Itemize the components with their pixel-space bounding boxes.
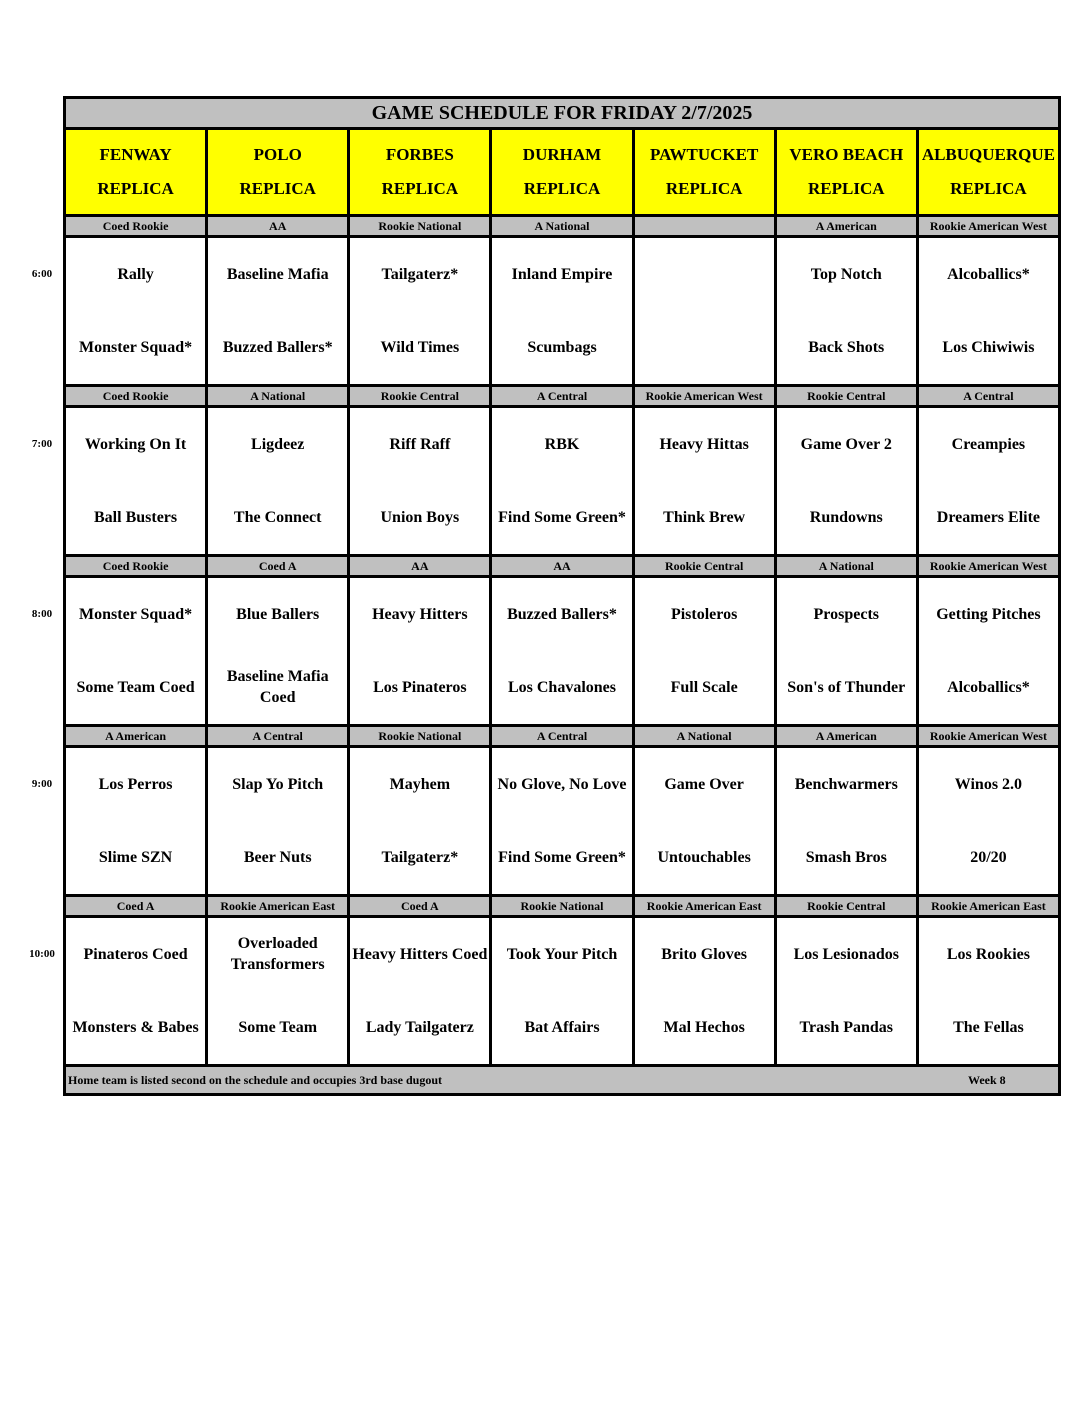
away-team: Monster Squad* [79, 605, 193, 623]
field-header [208, 130, 350, 214]
division-label: A Central [208, 727, 350, 745]
division-label [635, 217, 777, 235]
division-label: AA [350, 557, 492, 575]
game-cell [492, 408, 634, 554]
home-team: Union Boys [380, 508, 460, 526]
game-cell [492, 748, 634, 894]
home-team: Slime SZN [98, 848, 173, 866]
field-type: REPLICA [523, 179, 601, 198]
game-cell [635, 238, 777, 384]
division-label: A Central [492, 727, 634, 745]
away-team: Prospects [813, 605, 879, 623]
division-label: Rookie National [350, 217, 492, 235]
week-label: Week 8 [968, 1073, 1006, 1087]
game-row [66, 408, 1058, 557]
footer-band [66, 1067, 1058, 1093]
away-team: Heavy Hittas [659, 435, 749, 453]
away-team: Top Notch [810, 265, 882, 283]
division-label: A National [635, 727, 777, 745]
game-row [66, 238, 1058, 387]
away-team: Baseline Mafia [226, 265, 329, 283]
game-row [66, 578, 1058, 727]
division-label: Coed A [350, 897, 492, 915]
game-cell [350, 408, 492, 554]
time-label: 10:00 [29, 948, 55, 960]
home-team: Trash Pandas [799, 1018, 894, 1036]
home-team [637, 325, 772, 369]
game-cell [350, 578, 492, 724]
field-header [492, 130, 634, 214]
division-label: A Central [492, 387, 634, 405]
home-team: Untouchables [657, 848, 751, 866]
away-team: Overloaded Transformers [230, 935, 325, 973]
division-label: Rookie Central [350, 387, 492, 405]
game-cell [777, 578, 919, 724]
footer-note: Home team is listed second on the schedule and occupies 3rd base dugout [68, 1073, 443, 1087]
division-label: A National [777, 557, 919, 575]
division-label: Rookie American East [635, 897, 777, 915]
division-row [66, 897, 1058, 918]
field-header [350, 130, 492, 214]
game-cell [777, 918, 919, 1064]
field-header [635, 130, 777, 214]
away-team: Took Your Pitch [506, 945, 618, 963]
game-cell [66, 748, 208, 894]
home-team: Dreamers Elite [936, 508, 1041, 526]
field-header [66, 130, 208, 214]
division-label: Coed A [208, 557, 350, 575]
game-cell [777, 408, 919, 554]
home-team: Monsters & Babes [72, 1018, 199, 1036]
division-label: Rookie American East [931, 899, 1046, 913]
game-cell [635, 408, 777, 554]
game-cell [777, 238, 919, 384]
division-label: Rookie American East [208, 897, 350, 915]
division-label: Rookie American West [635, 387, 777, 405]
away-team: Riff Raff [389, 435, 451, 453]
field-header [777, 130, 919, 214]
game-cell [350, 748, 492, 894]
division-label: A National [492, 217, 634, 235]
game-cell [919, 238, 1058, 384]
home-team: The Connect [233, 508, 322, 526]
game-cell [66, 238, 208, 384]
field-name: PAWTUCKET [649, 145, 759, 164]
home-team: Beer Nuts [243, 848, 312, 866]
home-team: Find Some Green* [498, 848, 626, 866]
home-team: Bat Affairs [524, 1018, 600, 1036]
game-cell [208, 578, 350, 724]
division-row [66, 727, 1058, 748]
away-team [637, 252, 772, 296]
division-label: Rookie American West [929, 219, 1047, 233]
division-label: AA [492, 557, 634, 575]
division-label: Rookie American West [929, 729, 1047, 743]
division-label: Coed A [66, 897, 208, 915]
division-label: Rookie National [350, 727, 492, 745]
game-cell [919, 408, 1058, 554]
away-team: Heavy Hitters [372, 605, 468, 623]
game-cell [208, 918, 350, 1064]
time-label: 6:00 [31, 268, 53, 280]
away-team: RBK [544, 435, 580, 453]
home-team: Wild Times [380, 338, 460, 356]
home-team: The Fellas [953, 1018, 1024, 1036]
home-team: Smash Bros [805, 848, 887, 866]
home-team: Rundowns [809, 508, 883, 526]
home-team: 20/20 [970, 848, 1007, 866]
away-team: Pinateros Coed [83, 945, 188, 963]
away-team: Rally [117, 265, 154, 283]
away-team: Buzzed Ballers* [507, 605, 617, 623]
away-team: Los Lesionados [793, 945, 899, 963]
away-team: Game Over 2 [800, 435, 892, 453]
away-team: Alcoballics* [947, 265, 1030, 283]
away-team: Pistoleros [670, 605, 738, 623]
away-team: Benchwarmers [794, 775, 898, 793]
division-label: Rookie American West [929, 559, 1047, 573]
division-label: Coed Rookie [66, 387, 208, 405]
field-type: REPLICA [97, 179, 174, 198]
field-type: REPLICA [665, 179, 743, 198]
field-header-row [66, 130, 1058, 217]
away-team: Ligdeez [251, 435, 305, 453]
game-cell [635, 748, 777, 894]
division-label: Coed Rookie [66, 557, 208, 575]
field-type: REPLICA [381, 179, 459, 198]
away-team: Tailgaterz* [381, 265, 459, 283]
division-label: A American [777, 727, 919, 745]
away-team: Working On It [84, 435, 187, 453]
home-team: Los Chavalones [507, 678, 616, 696]
field-type: REPLICA [950, 179, 1027, 198]
division-label: Rookie Central [777, 387, 919, 405]
home-team: Find Some Green* [498, 508, 626, 526]
field-name: POLO [253, 145, 302, 164]
field-name: FORBES [385, 145, 454, 164]
away-team: Blue Ballers [236, 605, 320, 623]
field-name: VERO BEACH [789, 145, 904, 164]
away-team: No Glove, No Love [497, 775, 627, 793]
field-header [919, 130, 1058, 214]
away-team: Inland Empire [511, 265, 613, 283]
game-row [66, 918, 1058, 1067]
away-team: Game Over [664, 775, 744, 793]
game-cell [208, 238, 350, 384]
game-cell [635, 918, 777, 1064]
time-label: 7:00 [31, 438, 53, 450]
division-label: Rookie National [492, 897, 634, 915]
game-cell [919, 748, 1058, 894]
game-cell [66, 408, 208, 554]
game-cell [919, 578, 1058, 724]
field-name: DURHAM [522, 145, 602, 164]
game-cell [350, 918, 492, 1064]
time-label: 8:00 [31, 608, 53, 620]
division-label: A Central [963, 389, 1014, 403]
game-cell [635, 578, 777, 724]
game-cell [208, 748, 350, 894]
away-team: Los Perros [98, 775, 173, 793]
division-label: AA [208, 217, 350, 235]
home-team: Buzzed Ballers* [222, 338, 333, 356]
home-team: Alcoballics* [947, 678, 1030, 696]
time-label: 9:00 [31, 778, 53, 790]
home-team: Monster Squad* [79, 338, 193, 356]
away-team: Getting Pitches [936, 605, 1041, 623]
division-label: Rookie Central [777, 897, 919, 915]
home-team: Scumbags [527, 338, 597, 356]
game-cell [777, 748, 919, 894]
field-name: FENWAY [99, 145, 172, 164]
schedule-title: GAME SCHEDULE FOR FRIDAY 2/7/2025 [66, 99, 1058, 130]
division-label: Coed Rookie [66, 217, 208, 235]
time-slots [66, 217, 1058, 1067]
field-type: REPLICA [239, 179, 316, 198]
home-team: Baseline Mafia Coed [226, 668, 329, 706]
away-team: Heavy Hitters Coed [352, 945, 488, 963]
game-cell [919, 918, 1058, 1064]
away-team: Los Rookies [946, 945, 1030, 963]
away-team: Brito Gloves [661, 945, 748, 963]
game-row [66, 748, 1058, 897]
home-team: Some Team [238, 1018, 318, 1036]
home-team: Think Brew [663, 508, 746, 526]
schedule-table [63, 96, 1061, 1096]
away-team: Creampies [951, 435, 1026, 453]
home-team: Some Team Coed [76, 678, 195, 696]
away-team: Mayhem [389, 775, 451, 793]
game-cell [492, 918, 634, 1064]
division-row [66, 217, 1058, 238]
home-team: Ball Busters [94, 508, 178, 526]
game-cell [492, 578, 634, 724]
game-cell [492, 238, 634, 384]
division-label: A National [208, 387, 350, 405]
away-team: Slap Yo Pitch [232, 775, 324, 793]
home-team: Lady Tailgaterz [365, 1018, 474, 1036]
game-cell [350, 238, 492, 384]
division-row [66, 557, 1058, 578]
home-team: Los Chiwiwis [942, 338, 1035, 356]
home-team: Mal Hechos [663, 1018, 745, 1036]
home-team: Los Pinateros [373, 678, 467, 696]
home-team: Back Shots [808, 338, 885, 356]
game-cell [66, 918, 208, 1064]
away-team: Winos 2.0 [954, 775, 1023, 793]
division-row [66, 387, 1058, 408]
home-team: Tailgaterz* [381, 848, 459, 866]
home-team: Full Scale [670, 678, 738, 696]
division-label: A American [66, 727, 208, 745]
game-cell [208, 408, 350, 554]
field-type: REPLICA [808, 179, 885, 198]
division-label: Rookie Central [635, 557, 777, 575]
game-cell [66, 578, 208, 724]
field-name: ALBUQUERQUE [921, 145, 1055, 164]
division-label: A American [777, 217, 919, 235]
home-team: Son's of Thunder [787, 678, 906, 696]
